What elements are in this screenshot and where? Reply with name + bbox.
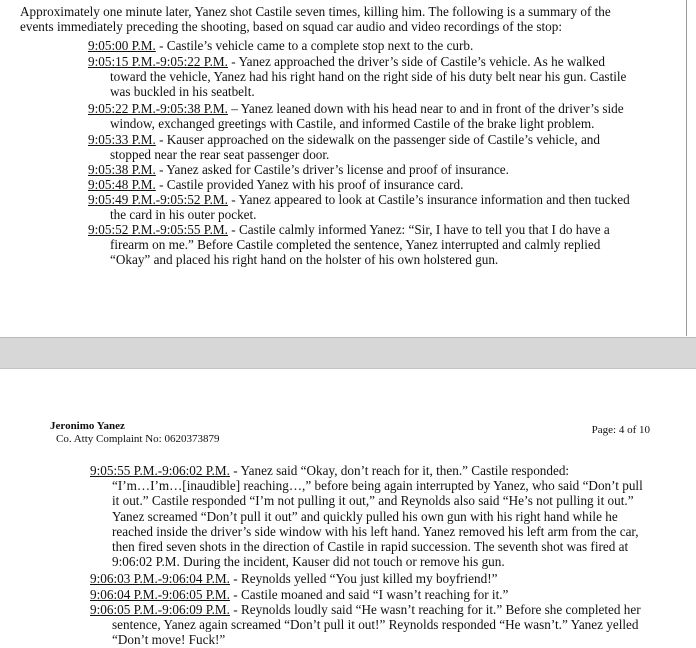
timestamp: 9:05:55 P.M.-9:06:02 P.M. [90,463,230,478]
entry-text: “I’m…I’m…[inaudible] reaching…,” before being again interrupted by Yanez, who said “Don’t pull [112,478,643,494]
entry-text: window, exchanged greetings with Castile, and informed Castile of the brake light problem. [110,116,595,132]
entry-text: then fired seven shots in the direction of Castile in rapid succession. The seventh shot was fired at [112,539,629,555]
timestamp: 9:05:00 P.M. [88,38,156,53]
entry-text: - Castile moaned and said “I wasn’t reaching for it.” [229,587,509,602]
timeline-entry [90,602,641,648]
entry-text: toward the vehicle, Yanez had his right hand on the right side of his duty belt near his gun. Castile [110,69,627,85]
entry-text: was buckled in his seatbelt. [110,84,255,100]
timestamp: 9:06:05 P.M.-9:06:09 P.M. [90,602,230,617]
entry-text: - Castile’s vehicle came to a complete stop next to the curb. [155,38,474,53]
page-number: Page: 4 of 10 [591,424,650,436]
entry-text: “Okay” and placed his right hand on the holster of his own holstered gun. [110,252,499,268]
entry-text: - Yanez asked for Castile’s driver’s license and proof of insurance. [155,162,509,177]
entry-text: “Don’t move! Fuck!” [112,632,226,648]
entry-text: the card in his outer pocket. [110,207,257,223]
timeline-entry [90,571,497,586]
entry-text: – Yanez leaned down with his head near to and in front of the driver’s side [227,101,624,116]
timeline-entry [88,38,473,53]
header-defendant-name: Jeronimo Yanez [50,420,125,432]
document-page-bottom [0,369,696,648]
timestamp: 9:06:04 P.M.-9:06:05 P.M. [90,587,230,602]
intro-line: events immediately preceding the shooting, based on squad car audio and video recordings of the stop: [20,19,563,35]
timestamp: 9:05:33 P.M. [88,132,156,147]
timestamp: 9:05:48 P.M. [88,177,156,192]
page-separator [0,337,696,369]
timeline-entry [88,192,630,222]
header-complaint-number: Co. Atty Complaint No: 0620373879 [56,433,220,445]
timeline-entry [88,177,463,192]
intro-paragraph [20,4,611,35]
entry-text: - Kauser approached on the sidewalk on the passenger side of Castile’s vehicle, and [155,132,600,147]
entry-text: reached inside the driver’s side window with his left hand. Yanez removed his left arm from the car, [112,523,639,539]
entry-text: it out.” Castile responded “I’m not pulling it out,” and Reynolds also said “He’s not pulling it out.” [112,493,634,509]
entry-text: Yanez screamed “Don’t pull it out” and quickly pulled his own gun with his right hand while he [112,508,618,524]
entry-text: - Castile calmly informed Yanez: “Sir, I have to tell you that I do have a [227,222,610,237]
timestamp: 9:05:38 P.M. [88,162,156,177]
entry-text: - Yanez approached the driver’s side of Castile’s vehicle. As he walked [227,54,605,69]
timeline-entry [88,162,509,177]
timeline-entry [88,54,626,100]
timestamp: 9:05:49 P.M.-9:05:52 P.M. [88,192,228,207]
entry-text: - Yanez said “Okay, don’t reach for it, then.” Castile responded: [229,463,570,478]
timeline-entry [90,587,508,602]
entry-text: - Reynolds loudly said “He wasn’t reaching for it.” Before she completed her [229,602,641,617]
entry-text: sentence, Yanez again screamed “Don’t pull it out!” Reynolds responded “He wasn’t.” Yanez yelled [112,617,639,633]
timeline-entry [88,132,600,162]
timestamp: 9:05:15 P.M.-9:05:22 P.M. [88,54,228,69]
timeline-entry [88,101,624,131]
entry-text: - Reynolds yelled “You just killed my boyfriend!” [229,571,498,586]
timestamp: 9:05:22 P.M.-9:05:38 P.M. [88,101,228,116]
timeline-entry [88,222,610,268]
timeline-entry [90,463,643,569]
timestamp: 9:05:52 P.M.-9:05:55 P.M. [88,222,228,237]
entry-text: - Yanez appeared to look at Castile’s insurance information and then tucked [227,192,630,207]
entry-text: - Castile provided Yanez with his proof of insurance card. [155,177,464,192]
entry-text: stopped near the rear seat passenger door. [110,147,330,163]
intro-line: Approximately one minute later, Yanez shot Castile seven times, killing him. The following is a summary of the [20,4,611,19]
entry-text: 9:06:02 P.M. During the incident, Kauser did not touch or remove his gun. [112,554,505,570]
entry-text: firearm on me.” Before Castile completed the sentence, Yanez interrupted and calmly replied [110,237,601,253]
timestamp: 9:06:03 P.M.-9:06:04 P.M. [90,571,230,586]
